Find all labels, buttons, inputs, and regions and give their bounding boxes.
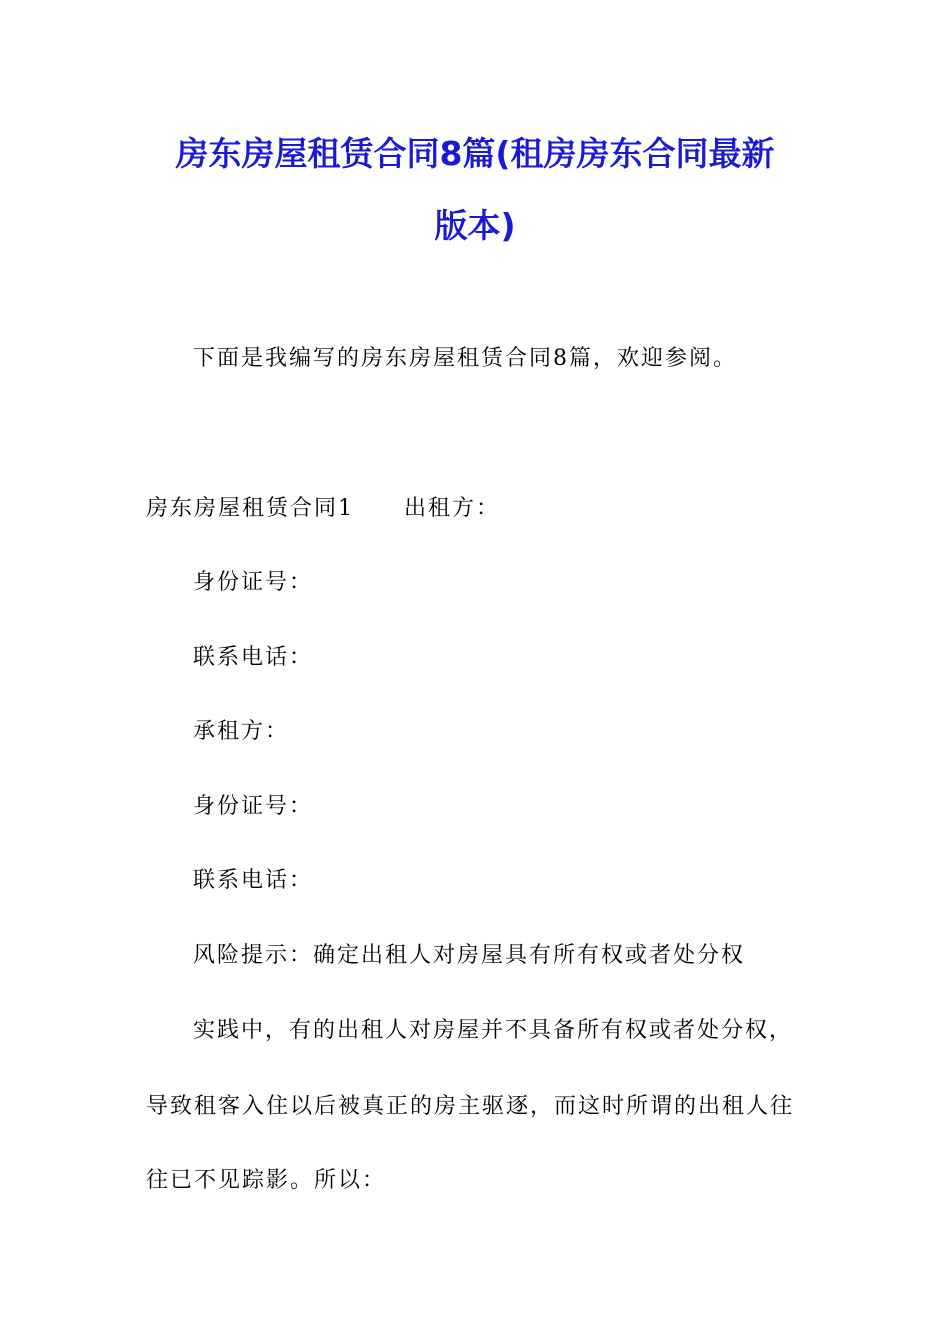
- paragraph-line-3: 往已不见踪影。所以：: [146, 1168, 387, 1193]
- intro-paragraph: 下面是我编写的房东房屋租赁合同8篇，欢迎参阅。: [193, 346, 737, 371]
- section-heading-row: [146, 494, 500, 524]
- document-title-line-1: 房东房屋租赁合同8篇(租房房东合同最新: [175, 134, 775, 173]
- lessor-phone-label: 联系电话：: [193, 645, 314, 670]
- risk-tip: 风险提示：确定出租人对房屋具有所有权或者处分权: [193, 943, 746, 968]
- lessee-id-label: 身份证号：: [193, 794, 314, 819]
- paragraph-line-2: 导致租客入住以后被真正的房主驱逐，而这时所谓的出租人往: [146, 1094, 795, 1119]
- paragraph-line-1: 实践中，有的出租人对房屋并不具备所有权或者处分权，: [193, 1018, 794, 1043]
- lessee-label: 承租方：: [193, 719, 290, 744]
- lessor-label: 出租方：: [404, 496, 501, 521]
- lessor-id-label: 身份证号：: [193, 570, 314, 595]
- lessee-phone-label: 联系电话：: [193, 868, 314, 893]
- section-heading: 房东房屋租赁合同1: [146, 496, 354, 521]
- document-title-line-2: 版本): [434, 206, 516, 245]
